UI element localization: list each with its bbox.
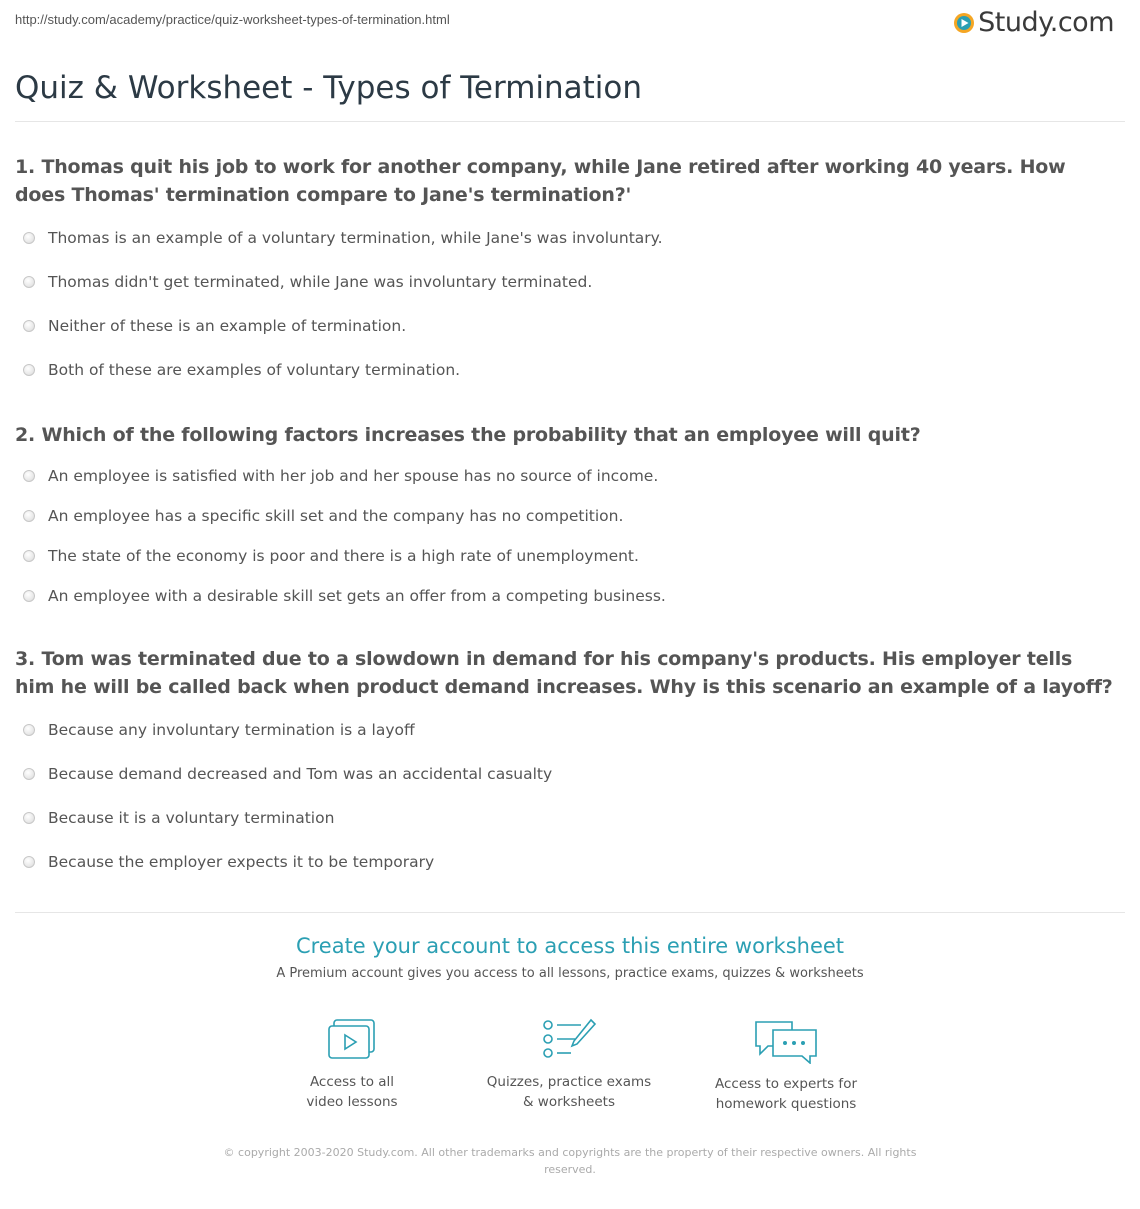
logo-text: Study.com xyxy=(978,7,1114,38)
play-logo-icon xyxy=(953,12,975,34)
answer-option[interactable]: Both of these are examples of voluntary termination. xyxy=(23,361,460,379)
radio-button[interactable] xyxy=(23,768,35,780)
create-account-link[interactable]: Create your account to access this entire worksheet xyxy=(295,934,845,958)
divider xyxy=(15,912,1125,913)
feature-line: Quizzes, practice exams xyxy=(486,1074,652,1090)
radio-button[interactable] xyxy=(23,320,35,332)
answer-option[interactable]: Thomas is an example of a voluntary termination, while Jane's was involuntary. xyxy=(23,229,663,247)
feature-quizzes xyxy=(469,1018,669,1112)
answer-option[interactable]: Neither of these is an example of termination. xyxy=(23,317,406,335)
radio-button[interactable] xyxy=(23,232,35,244)
answer-option[interactable]: Because the employer expects it to be temporary xyxy=(23,853,434,871)
quiz-checklist-icon xyxy=(541,1018,597,1062)
question-3: 3. Tom was terminated due to a slowdown in demand for his company's products. His employer tells him he will be called back when product demand increases. Why is this scenario an example of a layoff? xyxy=(15,648,1113,698)
page-url: http://study.com/academy/practice/quiz-worksheet-types-of-termination.html xyxy=(15,12,450,27)
answer-option[interactable]: An employee with a desirable skill set gets an offer from a competing business. xyxy=(23,587,666,605)
feature-line: Access to experts for xyxy=(714,1076,857,1092)
page-title: Quiz & Worksheet - Types of Termination xyxy=(15,70,643,106)
feature-line: & worksheets xyxy=(522,1094,615,1110)
radio-button[interactable] xyxy=(23,812,35,824)
feature-line: video lessons xyxy=(306,1094,398,1110)
expert-chat-icon xyxy=(753,1018,819,1064)
answer-option[interactable]: An employee is satisfied with her job and her spouse has no source of income. xyxy=(23,467,658,485)
video-lessons-icon xyxy=(326,1018,378,1062)
copyright-notice: © copyright 2003-2020 Study.com. All other trademarks and copyrights are the property of their respective owners. All rights reserved. xyxy=(223,1146,917,1176)
answer-option[interactable]: Because demand decreased and Tom was an accidental casualty xyxy=(23,765,552,783)
radio-button[interactable] xyxy=(23,550,35,562)
study-logo[interactable] xyxy=(953,7,1114,38)
feature-video-lessons xyxy=(252,1018,452,1112)
radio-button[interactable] xyxy=(23,364,35,376)
answer-option[interactable]: An employee has a specific skill set and the company has no competition. xyxy=(23,507,623,525)
radio-button[interactable] xyxy=(23,856,35,868)
radio-button[interactable] xyxy=(23,276,35,288)
radio-button[interactable] xyxy=(23,510,35,522)
radio-button[interactable] xyxy=(23,724,35,736)
question-2: 2. Which of the following factors increases the probability that an employee will quit? xyxy=(15,424,921,446)
radio-button[interactable] xyxy=(23,590,35,602)
feature-experts xyxy=(686,1018,886,1114)
answer-option[interactable]: Thomas didn't get terminated, while Jane was involuntary terminated. xyxy=(23,273,592,291)
premium-description: A Premium account gives you access to all lessons, practice exams, quizzes & worksheets xyxy=(276,966,864,981)
answer-option[interactable]: The state of the economy is poor and there is a high rate of unemployment. xyxy=(23,547,639,565)
answer-option[interactable]: Because any involuntary termination is a layoff xyxy=(23,721,415,739)
question-1: 1. Thomas quit his job to work for another company, while Jane retired after working 40 years. How does Thomas' termination compare to Jane's termination?' xyxy=(15,156,1066,206)
radio-button[interactable] xyxy=(23,470,35,482)
divider xyxy=(15,121,1125,122)
feature-line: homework questions xyxy=(715,1096,857,1112)
answer-option[interactable]: Because it is a voluntary termination xyxy=(23,809,334,827)
feature-line: Access to all xyxy=(309,1074,395,1090)
